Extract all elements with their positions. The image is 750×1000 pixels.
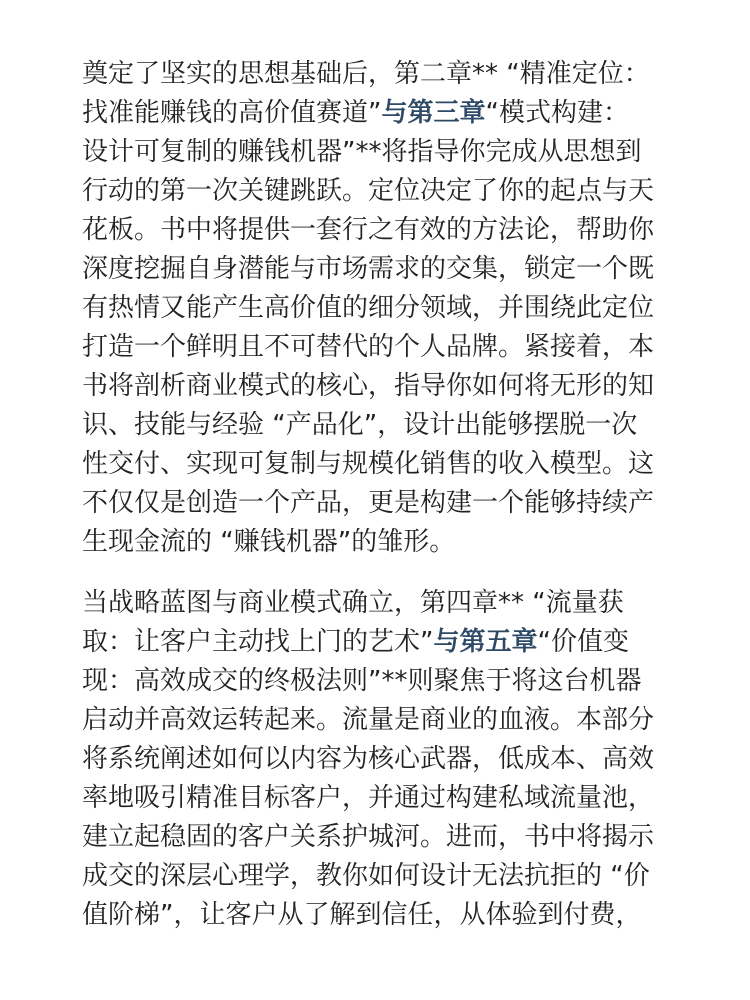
text-line: [82, 523, 682, 562]
text-run: 识、技能与经验 “产品化”，设计出能够摆脱一次: [82, 410, 638, 440]
text-run: 行动的第一次关键跳跃。定位决定了你的起点与天: [82, 176, 655, 206]
text-line: [82, 328, 682, 367]
text-run: 将系统阐述如何以内容为核心武器，低成本、高效: [82, 744, 655, 774]
text-line: [82, 857, 682, 896]
text-run: 率地吸引精准目标客户，并通过构建私域流量池，: [82, 783, 655, 813]
text-line: [82, 779, 682, 818]
text-line: [82, 623, 682, 662]
text-line: [82, 94, 682, 133]
bold-text-run: 与第五章: [433, 627, 538, 657]
text-line: [82, 740, 682, 779]
text-line: [82, 289, 682, 328]
text-line: [82, 896, 682, 935]
text-run: 启动并高效运转起来。流量是商业的血液。本部分: [82, 705, 655, 735]
text-run: 当战略蓝图与商业模式确立，第四章** “流量获: [82, 588, 624, 618]
text-run: “模式构建：: [485, 98, 629, 128]
text-run: 找准能赚钱的高价值赛道”: [82, 98, 382, 128]
text-line: [82, 484, 682, 523]
text-line: [82, 133, 682, 172]
text-line: [82, 662, 682, 701]
text-run: 设计可复制的赚钱机器”**将指导你完成从思想到: [82, 137, 642, 167]
text-line: [82, 250, 682, 289]
body-paragraph-2: [82, 584, 682, 935]
text-run: 花板。书中将提供一套行之有效的方法论，帮助你: [82, 215, 655, 245]
body-paragraph-1: [82, 55, 682, 562]
text-line: [82, 818, 682, 857]
text-run: 奠定了坚实的思想基础后，第二章** “精准定位：: [82, 59, 650, 89]
text-line: [82, 584, 682, 623]
text-line: [82, 367, 682, 406]
text-run: 性交付、实现可复制与规模化销售的收入模型。这: [82, 449, 655, 479]
text-run: 深度挖掘自身潜能与市场需求的交集，锁定一个既: [82, 254, 655, 284]
text-run: 不仅仅是创造一个产品，更是构建一个能够持续产: [82, 488, 655, 518]
text-line: [82, 445, 682, 484]
text-run: 取：让客户主动找上门的艺术”: [82, 627, 434, 657]
text-run: 成交的深层心理学，教你如何设计无法抗拒的 “价: [82, 861, 650, 891]
text-run: 值阶梯”，让客户从了解到信任，从体验到付费，: [82, 900, 642, 930]
bold-text-run: 与第三章: [381, 98, 486, 128]
text-line: [82, 211, 682, 250]
text-run: 书将剖析商业模式的核心，指导你如何将无形的知: [82, 371, 655, 401]
text-run: 有热情又能产生高价值的细分领域，并围绕此定位: [82, 293, 655, 323]
text-line: [82, 406, 682, 445]
text-run: 现：高效成交的终极法则”**则聚焦于将这台机器: [82, 666, 642, 696]
text-line: [82, 701, 682, 740]
text-line: [82, 172, 682, 211]
text-run: “价值变: [537, 627, 629, 657]
text-run: 建立起稳固的客户关系护城河。进而，书中将揭示: [82, 822, 655, 852]
text-run: 生现金流的 “赚钱机器”的雏形。: [82, 527, 456, 557]
text-run: 打造一个鲜明且不可替代的个人品牌。紧接着，本: [82, 332, 655, 362]
text-line: [82, 55, 682, 94]
